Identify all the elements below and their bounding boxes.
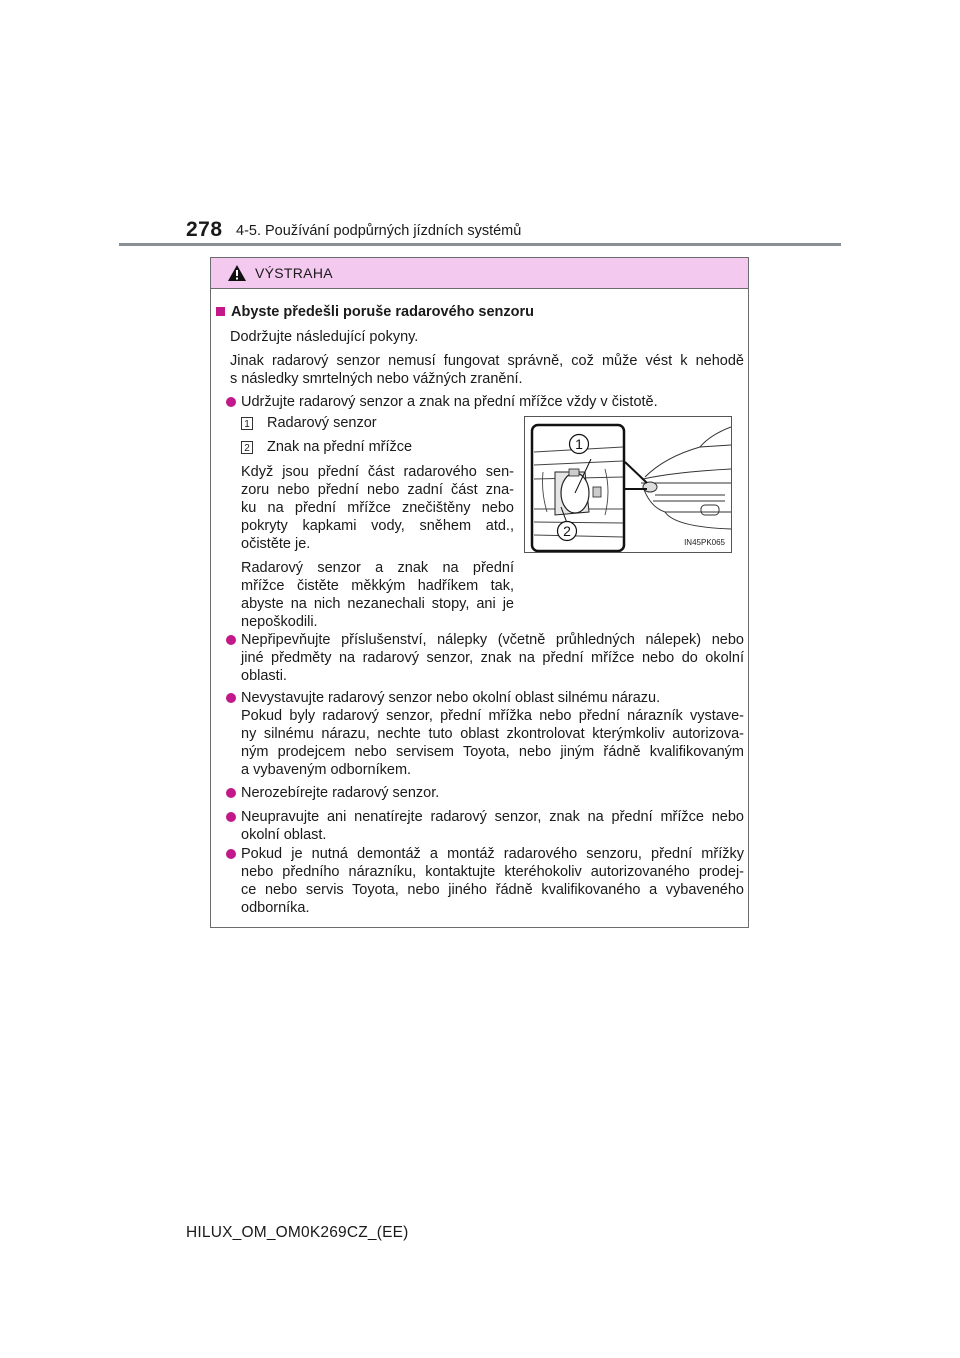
bullet-3-l4: ným prodejcem nebo servisem Toyota, nebo jiným řádně kvalifikovaným [241,744,744,760]
bullet-5-l1: Neupravujte ani nenatírejte radarový senzor, znak na přední mřížce nebo [241,809,744,825]
warning-heading: Abyste předešli poruše radarového senzoru [216,303,534,322]
intro-text-1: Dodržujte následující pokyny. [230,329,419,345]
callout-1-label: Radarový senzor [267,415,377,431]
bullet-dot-icon [226,849,236,859]
radar-sensor-illustration [525,417,731,552]
cloth-text-l4: nepoškodili. [241,614,318,630]
clean-text-l2: zoru nebo přední nebo zadní část zna- [241,482,514,498]
cloth-text-l2: mřížce čistěte měkkým hadříkem tak, [241,578,514,594]
warning-triangle-icon [227,264,247,282]
bullet-dot-icon [226,397,236,407]
callout-2-label: Znak na přední mřížce [267,439,413,455]
bullet-3-l2: Pokud byly radarový senzor, přední mřížka nebo přední nárazník vystave- [241,708,744,724]
figure-label-2: 2 [563,523,571,539]
page-number: 278 [186,218,223,241]
warning-box [210,257,749,928]
warning-header [211,258,748,289]
section-title: 4-5. Používání podpůrných jízdních systémů [236,223,522,239]
callout-2 [241,438,412,457]
header-rule [119,243,841,246]
clean-text-l4: pokryty kapkami vody, sněhem atd., [241,518,514,534]
warning-title: VÝSTRAHA [255,265,333,281]
bullet-6-l4: odborníka. [241,900,310,916]
clean-text-l1: Když jsou přední část radarového sen- [241,464,514,480]
intro-text-2a: Jinak radarový senzor nemusí fungovat správně, což může vést k nehodě [230,353,744,369]
cloth-text-l1: Radarový senzor a znak na přední [241,560,514,576]
bullet-1-text: Udržujte radarový senzor a znak na přední mřížce vždy v čistotě. [241,394,658,410]
bullet-4-text: Nerozebírejte radarový senzor. [241,785,440,801]
footer-code: HILUX_OM_OM0K269CZ_(EE) [186,1224,409,1241]
callout-1 [241,414,377,433]
cloth-text-l3: abyste na nich nezanechali stopy, ani je [241,596,514,612]
bullet-2-l1: Nepřipevňujte příslušenství, nálepky (včetně průhledných nálepek) nebo [241,632,744,648]
bullet-6-l2: nebo předního nárazníku, kontaktujte kteréhokoliv autorizovaného prodej- [241,864,744,880]
bullet-dot-icon [226,788,236,798]
bullet-6-l1: Pokud je nutná demontáž a montáž radarového senzoru, přední mřížky [241,846,744,862]
callout-1-number: 1 [241,417,253,430]
figure-label-1: 1 [575,436,583,452]
radar-sensor-figure [524,416,732,553]
bullet-2-l2: jiné předměty na radarový senzor, znak na přední mřížce nebo do okolní [241,650,744,666]
bullet-5-l2: okolní oblast. [241,827,327,843]
bullet-6-l3: ce nebo servis Toyota, nebo jiného řádně kvalifikovaného a vybaveného [241,882,744,898]
callout-2-number: 2 [241,441,253,454]
bullet-dot-icon [226,635,236,645]
figure-code: IN45PK065 [684,538,725,547]
intro-text-2b: s následky smrtelných nebo vážných zranění. [230,371,523,387]
bullet-dot-icon [226,693,236,703]
bullet-3-l1: Nevystavujte radarový senzor nebo okolní oblast silnému nárazu. [241,690,661,706]
clean-text-l5: očistěte je. [241,536,311,552]
bullet-3-l5: a vybaveným odborníkem. [241,762,412,778]
square-bullet-icon [216,307,225,316]
bullet-dot-icon [226,812,236,822]
bullet-3-l3: ny silnému nárazu, nechte tuto oblast zkontrolovat kterýmkoliv autorizova- [241,726,744,742]
bullet-2-l3: oblasti. [241,668,287,684]
clean-text-l3: ku na přední mřížce znečištěny nebo [241,500,514,516]
